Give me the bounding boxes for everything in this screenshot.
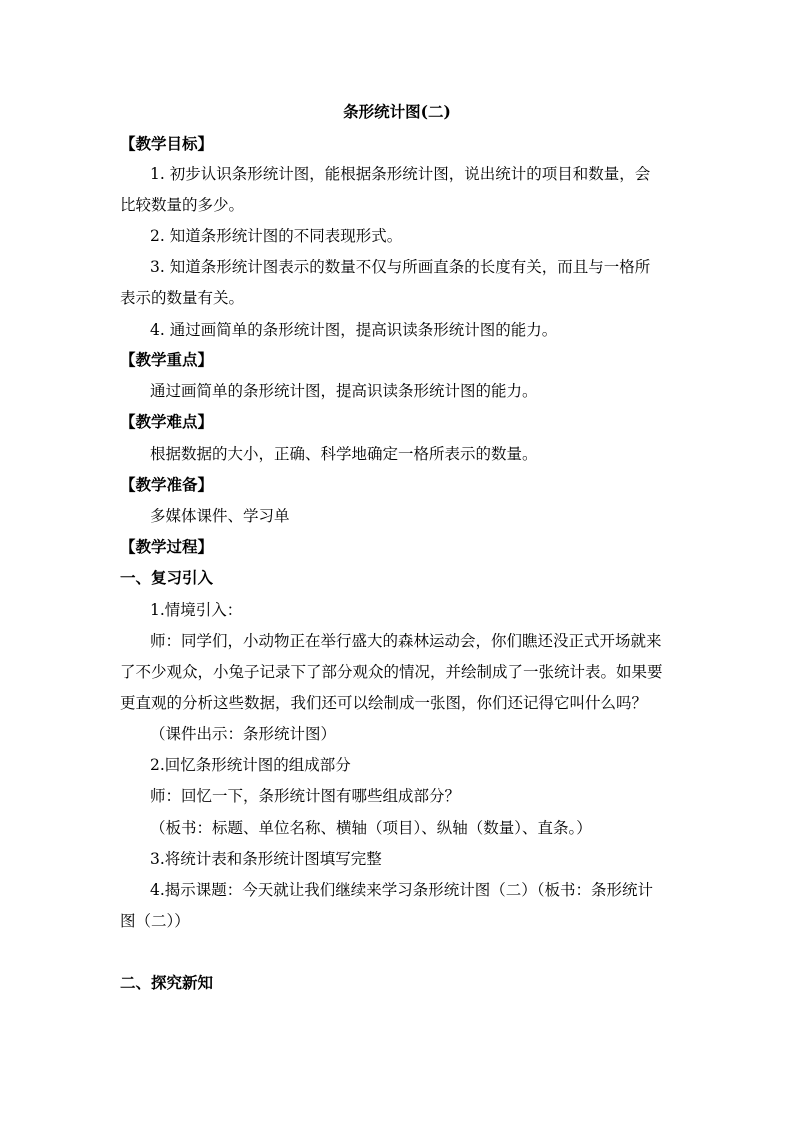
process-paragraph-1: 1.情境引入： xyxy=(150,601,243,619)
objective-item-1-line-2: 比较数量的多少。 xyxy=(120,196,245,214)
objective-item-4: 4. 通过画简单的条形统计图，提高识读条形统计图的能力。 xyxy=(150,321,558,339)
process-paragraph-8-line-2: 图（二）） xyxy=(120,912,190,930)
process-paragraph-5: 师：回忆一下，条形统计图有哪些组成部分？ xyxy=(150,787,461,805)
part-1-heading: 一、复习引入 xyxy=(120,568,214,587)
difficulty-text: 根据数据的大小，正确、科学地确定一格所表示的数量。 xyxy=(150,445,538,463)
objectives-heading: 【教学目标】 xyxy=(120,134,214,153)
process-heading: 【教学过程】 xyxy=(120,537,214,556)
key-point-text: 通过画简单的条形统计图，提高识读条形统计图的能力。 xyxy=(150,382,538,400)
objective-item-3-line-2: 表示的数量有关。 xyxy=(120,289,245,307)
process-paragraph-2-line-2: 了不少观众，小兔子记录下了部分观众的情况，并绘制成了一张统计表。如果要 xyxy=(120,663,663,681)
process-paragraph-4: 2.回忆条形统计图的组成部分 xyxy=(150,756,351,774)
page-title: 条形统计图(二) xyxy=(343,102,451,121)
process-paragraph-2-line-3: 更直观的分析这些数据，我们还可以绘制成一张图，你们还记得它叫什么吗？ xyxy=(120,694,648,712)
process-paragraph-8-line-1: 4.揭示课题：今天就让我们继续来学习条形统计图（二）（板书：条形统计 xyxy=(150,881,654,899)
process-paragraph-6: （板书：标题、单位名称、横轴（项目）、纵轴（数量）、直条。） xyxy=(150,819,592,837)
process-paragraph-7: 3.将统计表和条形统计图填写完整 xyxy=(150,850,382,868)
objective-item-1-line-1: 1. 初步认识条形统计图，能根据条形统计图，说出统计的项目和数量，会 xyxy=(150,165,651,183)
part-2-heading: 二、探究新知 xyxy=(120,973,214,992)
objective-item-2: 2. 知道条形统计图的不同表现形式。 xyxy=(150,227,403,245)
difficulty-heading: 【教学难点】 xyxy=(120,412,214,431)
process-paragraph-3: （课件出示：条形统计图） xyxy=(150,725,337,743)
objective-item-3-line-1: 3. 知道条形统计图表示的数量不仅与所画直条的长度有关，而且与一格所 xyxy=(150,258,651,276)
key-point-heading: 【教学重点】 xyxy=(120,350,214,369)
preparation-text: 多媒体课件、学习单 xyxy=(150,507,290,525)
process-paragraph-2-line-1: 师：同学们，小动物正在举行盛大的森林运动会，你们瞧还没正式开场就来 xyxy=(150,632,662,650)
preparation-heading: 【教学准备】 xyxy=(120,475,214,494)
